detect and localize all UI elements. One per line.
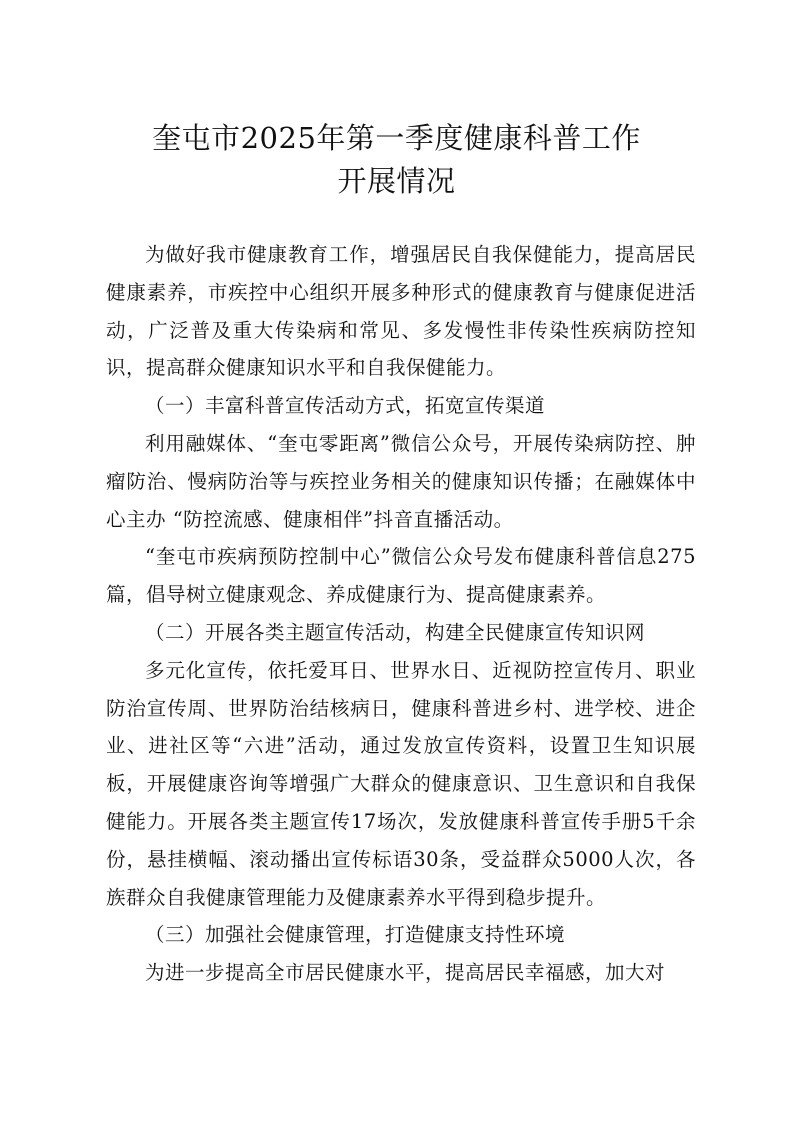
- section-heading-2: （二）开展各类主题宣传活动，构建全民健康宣传知识网: [145, 620, 646, 644]
- body-paragraph: “奎屯市疾病预防控制中心”微信公众号发布健康科普信息275篇，倡导树立健康观念、养成健康行为、提高健康素养。: [106, 545, 696, 607]
- section-heading-1: （一）丰富科普宣传活动方式，拓宽宣传渠道: [145, 394, 546, 418]
- document-title-line-2: 开展情况: [337, 164, 456, 198]
- intro-paragraph: 为做好我市健康教育工作，增强居民自我保健能力，提高居民健康素养，市疾控中心组织开展多种形式的健康教育与健康促进活动，广泛普及重大传染病和常见、多发慢性非传染性疾病防控知识，提高群众健康知识水平和自我保健能力。: [106, 243, 696, 380]
- body-paragraph: 为进一步提高全市居民健康水平，提高居民幸福感，加大对: [145, 961, 666, 985]
- section-heading-3: （三）加强社会健康管理，打造健康支持性环境: [145, 923, 566, 947]
- body-paragraph: 利用融媒体、“奎屯零距离”微信公众号，开展传染病防控、肿瘤防治、慢病防治等与疾控业务相关的健康知识传播；在融媒体中心主办 “防控流感、健康相伴”抖音直播活动。: [106, 431, 696, 531]
- document-body: [106, 236, 696, 992]
- body-paragraph: 多元化宣传，依托爱耳日、世界水日、近视防控宣传月、职业防治宣传周、世界防治结核病日，健康科普进乡村、进学校、进企业、进社区等“六进”活动，通过发放宣传资料，设置卫生知识展板，开展健康咨询等增强广大群众的健康意识、卫生意识和自我保健能力。开展各类主题宣传17场次，发放健康科普宣传手册5千余份，悬挂横幅、滚动播出宣传标语30条，受益群众5000人次，各族群众自我健康管理能力及健康素养水平得到稳步提升。: [106, 658, 696, 909]
- document-title-line-1: 奎屯市2025年第一季度健康科普工作: [152, 121, 641, 155]
